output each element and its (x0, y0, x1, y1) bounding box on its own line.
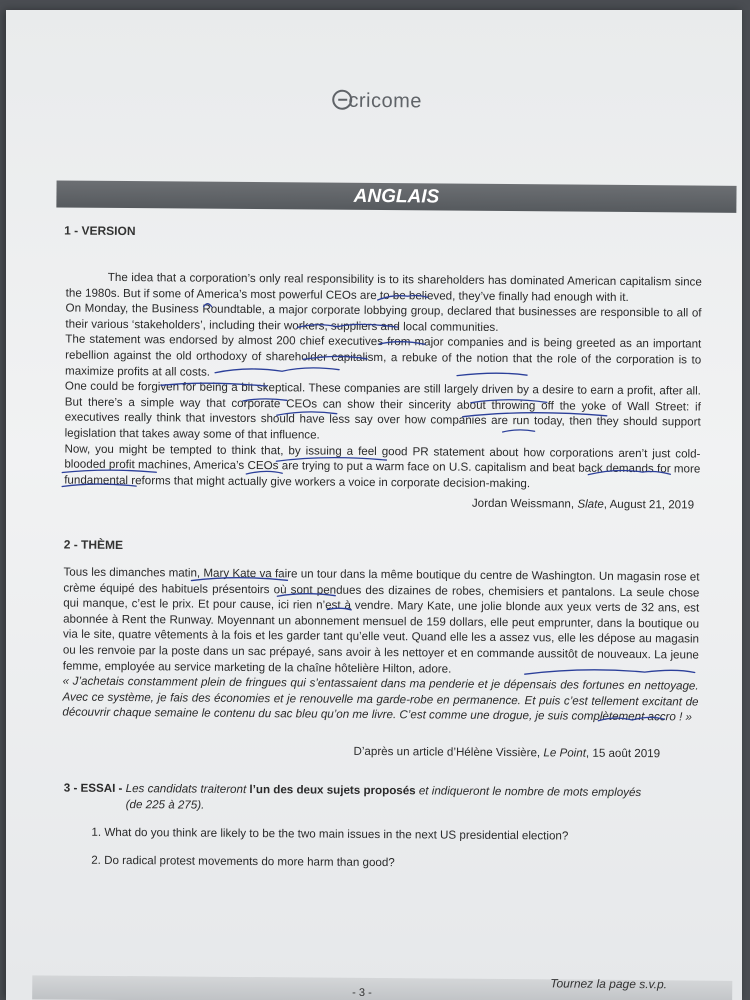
page-number: - 3 - (352, 986, 372, 999)
underline-demands (62, 484, 136, 487)
caret-mark (204, 304, 212, 307)
pen-annotations (6, 10, 742, 1000)
underline-va-faire-un-tour (191, 577, 287, 581)
essay-label: 3 - ESSAI - (63, 781, 123, 796)
underline-service-marketing (525, 669, 695, 675)
underline-corporate-ceos (277, 412, 337, 416)
exam-page (6, 10, 742, 1000)
underline-old-orthodoxy (215, 367, 339, 374)
underline-beat-back (588, 470, 670, 475)
theme-source: Le Point (543, 746, 587, 760)
underline-run-today (503, 430, 535, 433)
underline-skeptical (243, 399, 287, 402)
version-paragraph: One could be forgiven for being a bit skeptical. These companies are still largely driven by a desire to earn a profit, after all. But there’s a simple way that corporate CEOs can show their sincerity about throwing off the yoke of Wall Street: if executives really think that investors should have less say over how companies are run today, then they should support legislation that takes away some of that influence. (64, 379, 701, 442)
underline-powerful (378, 295, 428, 300)
theme-heading: 2 - THÈME (63, 537, 124, 553)
underline-from-major (303, 356, 367, 360)
version-date: , August 21, 2019 (603, 497, 695, 512)
underline-rebuke (457, 373, 527, 376)
underline-une-drogue (598, 717, 664, 721)
logo-text: cricome (348, 89, 423, 113)
theme-date: , 15 août 2019 (585, 746, 661, 761)
version-paragraph: The statement was endorsed by almost 200 chief executives from major companies and is being greeted as an important rebellion against the old orthodoxy of shareholder capitalism, a rebuke of the notion that the role of the corporation is to maximize profits at all costs. (65, 332, 702, 379)
version-author: Jordan Weissmann, (471, 496, 575, 511)
underline-maximize-profits (161, 383, 267, 386)
version-paragraph: The idea that a corporation’s only real responsibility is to its shareholders has dominated American capitalism since the 1980s. But if some of America’s most powerful CEOs are to be believed, they’ve finally had enough with it. (65, 270, 702, 304)
underline-corporate-lobbying (297, 324, 397, 328)
underline-suppliers (379, 342, 425, 345)
theme-quote: « J’achetais constamment plein de fringues qui s’entassaient dans ma penderie et je dépensais des fortunes en nettoyage. Avec ce système, je fais des économies et je renouvelle ma garde-robe en permanence. Et puis c’est tellement excitant de découvrir chaque semaine le contenu du sac bleu qu’on me livre. C’est comme une drogue, je suis complètement accro ! » (62, 674, 699, 724)
essay-instruction-end: et indiqueront le nombre de mots employés (418, 784, 642, 800)
turn-page-note: Tournez la page s.v.p. (550, 976, 668, 992)
essay-instruction-bold: l’un des deux sujets proposés (249, 783, 416, 798)
theme-author: D’après un article d’Hélène Vissière, (353, 744, 541, 760)
subject-banner: ANGLAIS (56, 180, 736, 212)
essay-question-1: 1. What do you think are likely to be the two main issues in the next US presidential election? (91, 825, 569, 843)
underline-issuing-feel-good (276, 457, 386, 462)
theme-paragraph: Tous les dimanches matin, Mary Kate va faire un tour dans la même boutique du centre de Washington. Un magasin rose et crème équipé des habituels présentoirs où sont pendues des dizaines de robes, chemisiers et pantalons. La seule chose qui manque, c’est le prix. Et pour cause, ici rien n’est à vendre. Mary Kate, une jolie blonde aux yeux verts de 32 ans, est abonnée à Rent the Runway. Moyennant un abonnement mensuel de 159 dollars, elle peut emprunter, dans la boutique ou via le site, quatre vêtements à la fois et les garder tant qu’elle veut. Quand elle les a assez vus, elle les dépose au magasin ou les renvoie par la poste dans un sac prépayé, sans avoir à les nettoyer et en commande aussitôt de nouveaux. La jeune femme, employée au service marketing de la chaîne hôtelière Hilton, adore. (62, 565, 700, 676)
version-source: Slate (577, 497, 604, 511)
underline-largely-driven (471, 399, 547, 403)
essay-instruction-start: Les candidats traiteront (125, 782, 247, 796)
underline-presentoirs (277, 593, 335, 596)
underline-cold-blooded (62, 470, 156, 474)
underline-prix (327, 608, 351, 610)
version-heading: 1 - VERSION (64, 223, 136, 239)
version-paragraph: On Monday, the Business Roundtable, a major corporate lobbying group, declared that businesses are responsible to all of their various ‘stakeholders’, including their workers, suppliers and local communities. (65, 301, 702, 334)
underline-throwing-off (463, 412, 607, 418)
essay-question-2: 2. Do radical protest movements do more harm than good? (91, 853, 395, 870)
page-content (6, 10, 742, 1000)
version-paragraph: Now, you might be tempted to think that, by issuing a feel good PR statement about how corporations aren’t just cold-blooded profit machines, America’s CEOs are trying to put a warm face on U.S. capitalism and beat back demands for more fundamental reforms that might actually give workers a voice in corporate decision-making. (64, 442, 701, 490)
essay-word-range: (de 225 à 275). (125, 797, 205, 812)
underline-ceos (246, 471, 282, 474)
